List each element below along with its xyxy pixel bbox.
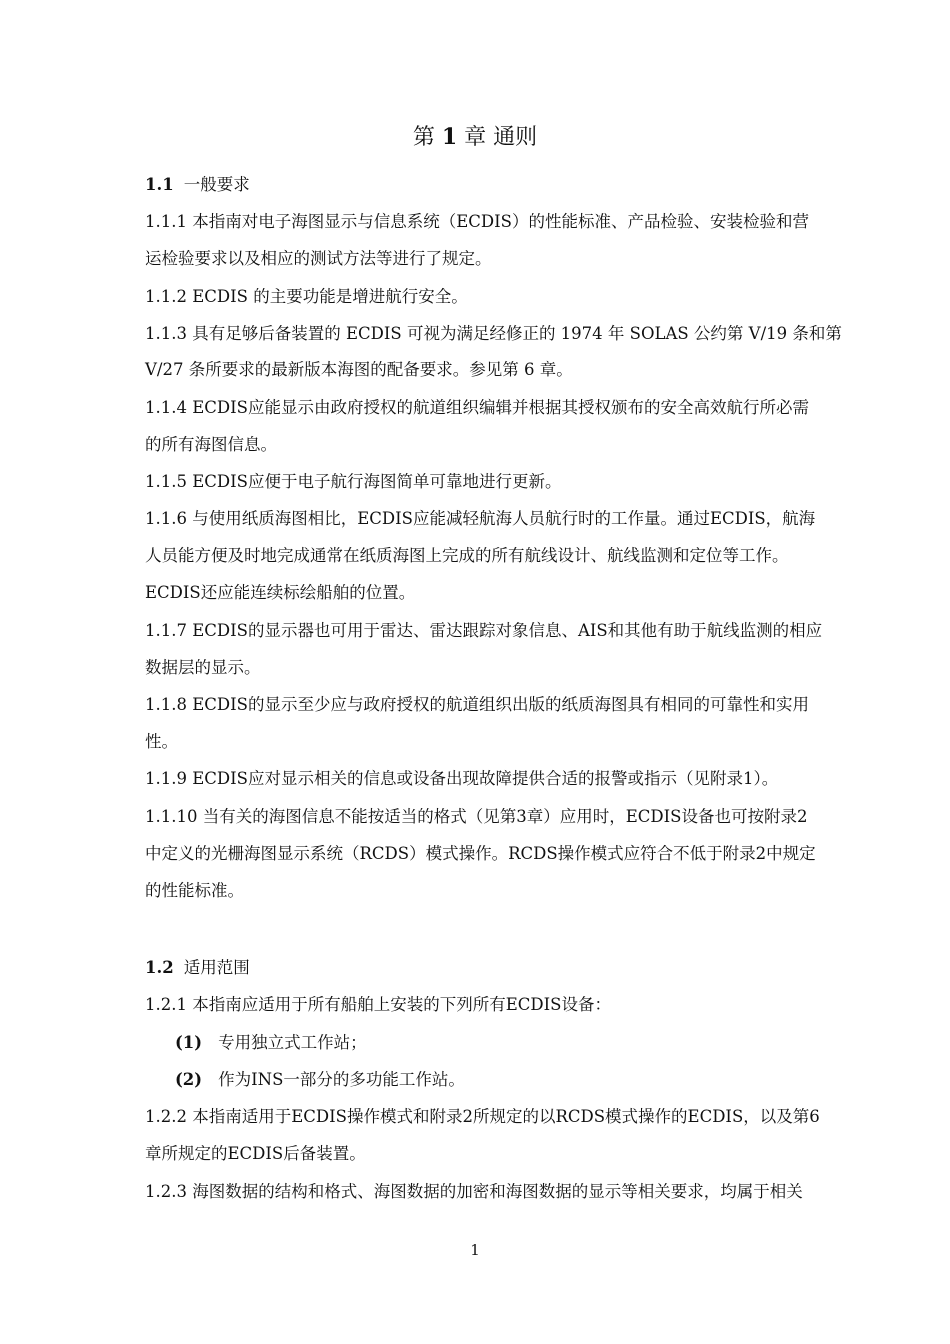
section-heading-1-2 (145, 957, 810, 979)
chapter-suffix: 章 通则 (464, 125, 538, 150)
list-item (175, 1032, 840, 1054)
paragraph-line: 1.1.10 当有关的海图信息不能按适当的格式（见第3章）应用时，ECDIS设备也可按附录2 (145, 807, 808, 826)
paragraph-line: 1.2.2 本指南适用于ECDIS操作模式和附录2所规定的以RCDS模式操作的ECDIS，以及第6 (145, 1107, 820, 1126)
paragraph-line: 1.1.3 具有足够后备装置的 ECDIS 可视为满足经修正的 1974 年 SOLAS 公约第 V/19 条和第 (145, 324, 842, 343)
paragraph-line: 1.1.7 ECDIS的显示器也可用于雷达、雷达跟踪对象信息、AIS和其他有助于航线监测的相应 (145, 621, 823, 640)
chapter-number: 1 (441, 124, 458, 150)
section-title: 适用范围 (183, 958, 250, 977)
paragraph-line: 1.1.1 本指南对电子海图显示与信息系统（ECDIS）的性能标准、产品检验、安装检验和营 (145, 212, 809, 231)
paragraph-line: 性。 (145, 732, 178, 751)
list-item-number: (2) (175, 1070, 203, 1089)
paragraph-line: 的性能标准。 (145, 881, 244, 900)
paragraph-line: 1.1.4 ECDIS应能显示由政府授权的航道组织编辑并根据其授权颁布的安全高效航行所必需 (145, 398, 809, 417)
paragraph-line: 1.1.6 与使用纸质海图相比，ECDIS应能减轻航海人员航行时的工作量。通过ECDIS，航海 (145, 509, 816, 528)
list-item-number: (1) (175, 1033, 203, 1052)
list-item (175, 1069, 840, 1091)
paragraph-line: 1.2.1 本指南应适用于所有船舶上安装的下列所有ECDIS设备： (145, 995, 611, 1014)
paragraph-line: 中定义的光栅海图显示系统（RCDS）模式操作。RCDS操作模式应符合不低于附录2中规定 (145, 844, 816, 863)
paragraph-line: 1.1.9 ECDIS应对显示相关的信息或设备出现故障提供合适的报警或指示（见附录1）。 (145, 769, 779, 788)
paragraph-line: V/27 条所要求的最新版本海图的配备要求。参见第 6 章。 (145, 360, 573, 379)
section-number: 1.1 (145, 175, 174, 194)
paragraph-line: 1.1.2 ECDIS 的主要功能是增进航行安全。 (145, 287, 468, 306)
paragraph-line: 数据层的显示。 (145, 658, 261, 677)
paragraph-line: 1.2.3 海图数据的结构和格式、海图数据的加密和海图数据的显示等相关要求，均属于相关 (145, 1182, 803, 1201)
paragraph-line: 的所有海图信息。 (145, 435, 277, 454)
section-number: 1.2 (145, 958, 174, 977)
paragraph-line: ECDIS还应能连续标绘船舶的位置。 (145, 583, 416, 602)
paragraph-line: 运检验要求以及相应的测试方法等进行了规定。 (145, 249, 492, 268)
section-heading-1-1 (145, 174, 810, 196)
list-item-text: 专用独立式工作站； (218, 1033, 367, 1052)
section-title: 一般要求 (183, 175, 250, 194)
paragraph-line: 章所规定的ECDIS后备装置。 (145, 1144, 366, 1163)
page-number: 1 (470, 1241, 480, 1259)
paragraph-line: 1.1.5 ECDIS应便于电子航行海图简单可靠地进行更新。 (145, 472, 562, 491)
chapter-prefix: 第 (412, 125, 435, 150)
paragraph-line: 人员能方便及时地完成通常在纸质海图上完成的所有航线设计、航线监测和定位等工作。 (145, 546, 789, 565)
paragraph-line: 1.1.8 ECDIS的显示至少应与政府授权的航道组织出版的纸质海图具有相同的可靠性和实用 (145, 695, 809, 714)
list-item-text: 作为INS一部分的多功能工作站。 (218, 1070, 465, 1089)
chapter-title (0, 122, 950, 153)
